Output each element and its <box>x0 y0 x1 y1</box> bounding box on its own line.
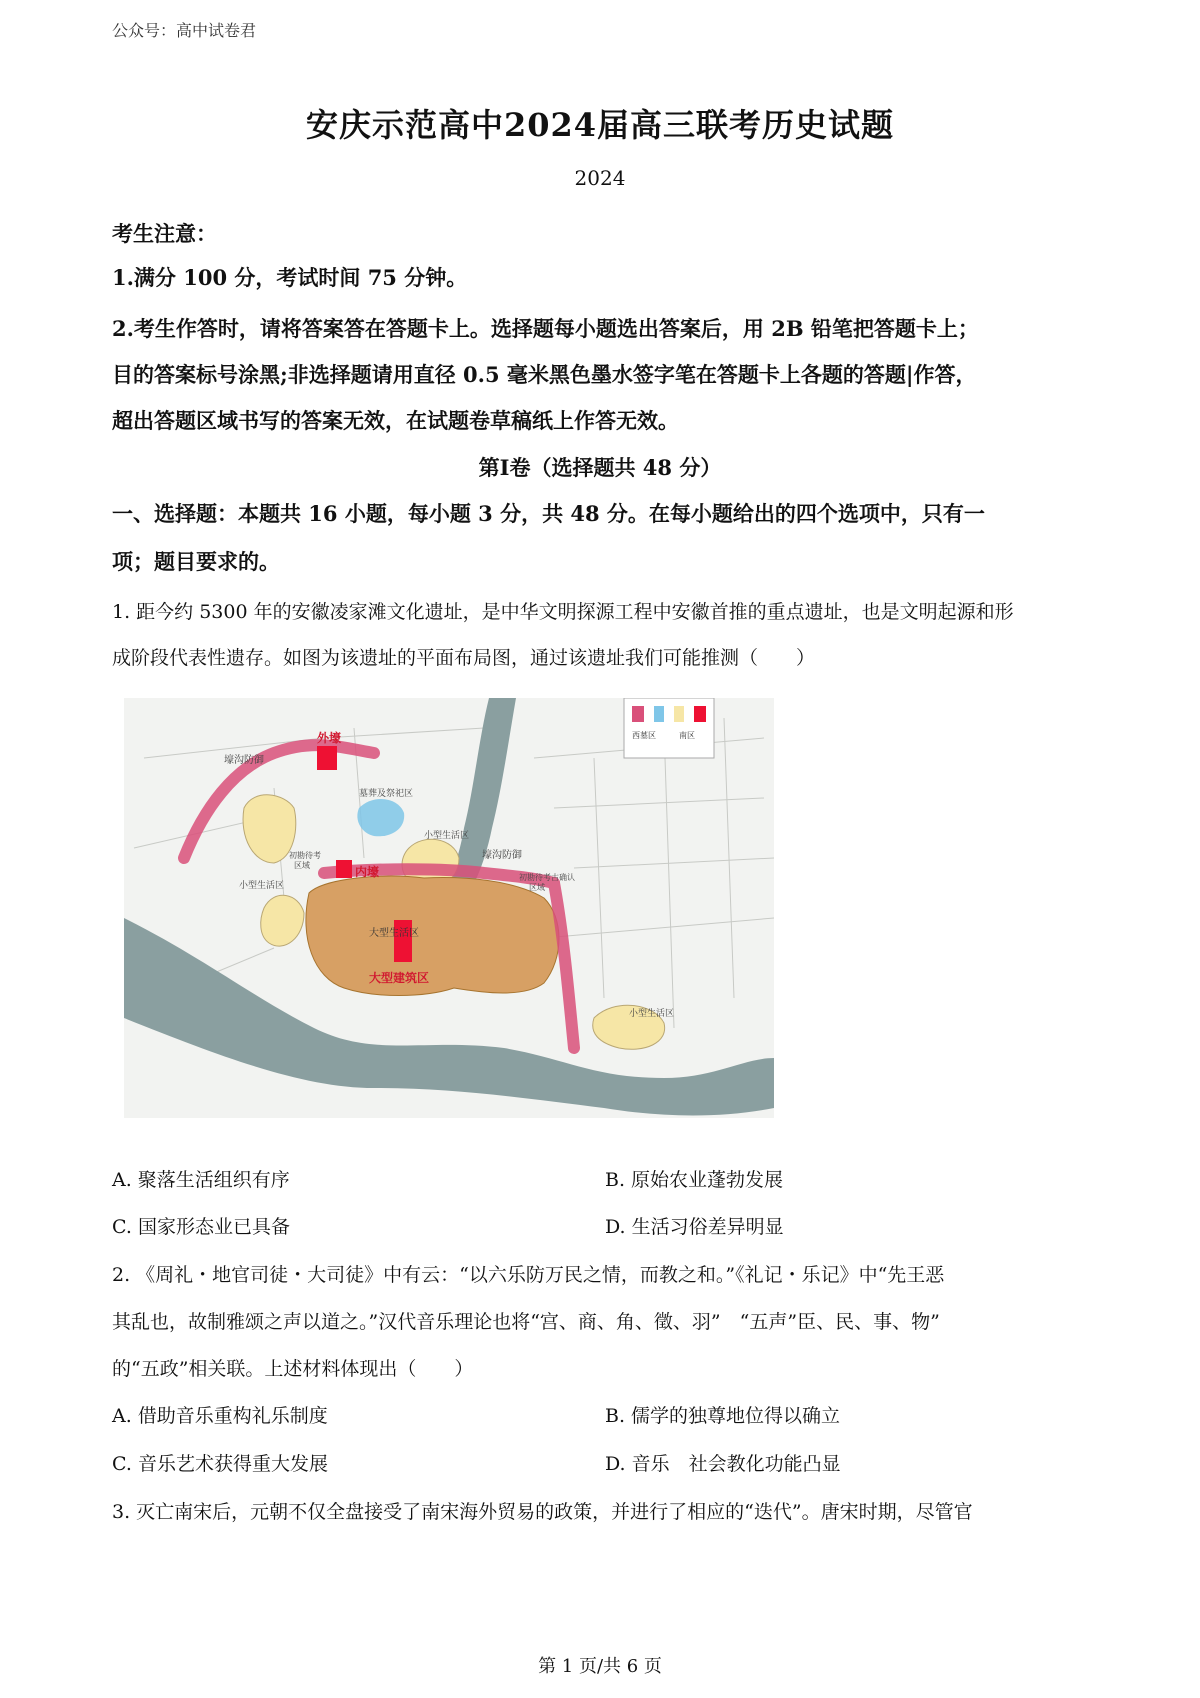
notice-line: 1.满分 100 分，考试时间 75 分钟。 <box>112 265 468 290</box>
question-1-option-a: A. 聚落生活组织有序 <box>112 1169 290 1191</box>
outer-wall-marker <box>317 746 337 770</box>
legend-swatch-1 <box>632 706 644 722</box>
notice-line: 2.考生作答时，请将答案答在答题卡上。选择题每小题选出答案后，用 2B 铅笔把答题卡上； <box>112 316 979 341</box>
page-subtitle: 2024 <box>574 166 626 190</box>
notice-heading: 考生注意： <box>112 221 217 246</box>
question-1-option-d: D. 生活习俗差异明显 <box>605 1216 784 1238</box>
page-title: 安庆示范高中2024届高三联考历史试题 <box>305 106 895 144</box>
watermark: 公众号：高中试卷君 <box>112 21 257 40</box>
question-2-line: 的“五政”相关联。上述材料体现出（ ） <box>112 1358 474 1380</box>
legend-swatch-4 <box>694 706 706 722</box>
inner-wall-marker <box>336 860 352 878</box>
legend-label-west-burial: 西墓区 <box>632 731 656 740</box>
label-small-living-2: 小型生活区 <box>239 881 285 891</box>
question-2-line: 2. 《周礼・地官司徒・大司徒》中有云：“以六乐防万民之情，而教之和。”《礼记・乐记》中“先王恶 <box>112 1264 945 1286</box>
label-large-living: 大型生活区 <box>369 928 419 939</box>
legend-swatch-3 <box>674 706 684 722</box>
large-building-marker <box>394 920 412 962</box>
section-title: 第Ⅰ卷（选择题共 48 分） <box>478 455 722 480</box>
large-living-area <box>306 876 559 995</box>
legend-label-south: 南区 <box>679 731 695 740</box>
question-2-option-b: B. 儒学的独尊地位得以确立 <box>605 1405 841 1427</box>
label-burial-area: 墓葬及祭祀区 <box>359 789 414 799</box>
label-survey-area-2: 初勘待考古确认 <box>519 873 575 882</box>
label-large-building: 大型建筑区 <box>369 971 430 985</box>
label-survey-area-1b: 区域 <box>294 861 310 870</box>
label-inner-wall: 内壕 <box>355 865 380 879</box>
label-small-living-3: 小型生活区 <box>629 1009 675 1019</box>
page-footer: 第 1 页/共 6 页 <box>538 1656 662 1677</box>
question-1-line: 成阶段代表性遗存。如图为该遗址的平面布局图，通过该遗址我们可能推测（ ） <box>112 647 816 669</box>
legend-swatch-2 <box>654 706 664 722</box>
question-1-option-c: C. 国家形态业已具备 <box>112 1216 290 1238</box>
question-1-line: 1. 距今约 5300 年的安徽凌家滩文化遗址，是中华文明探源工程中安徽首推的重点遗址，也是文明起源和形 <box>112 601 1014 623</box>
question-3-line: 3. 灭亡南宋后，元朝不仅全盘接受了南宋海外贸易的政策，并进行了相应的“迭代”。唐宋时期，尽管官 <box>112 1501 973 1523</box>
label-trench-defense-2: 壕沟防御 <box>482 850 522 861</box>
label-small-living-1: 小型生活区 <box>424 831 470 841</box>
label-survey-area-2b: 区域 <box>529 883 545 892</box>
site-layout-map <box>124 698 774 1118</box>
question-2-line: 其乱也，故制雅颂之声以道之。”汉代音乐理论也将“宫、商、角、徵、羽” “五声”臣、民、事、物” <box>112 1311 940 1333</box>
label-outer-wall: 外壕 <box>317 731 342 745</box>
label-trench-defense-1: 壕沟防御 <box>224 755 264 766</box>
notice-line: 超出答题区域书写的答案无效，在试题卷草稿纸上作答无效。 <box>112 408 679 433</box>
label-survey-area-1: 初勘待考 <box>289 851 321 860</box>
notice-line: 目的答案标号涂黑;非选择题请用直径 0.5 毫米黑色墨水签字笔在答题卡上各题的答题|作答， <box>112 362 977 387</box>
part-header-line: 项；题目要求的。 <box>112 549 280 574</box>
part-header-line: 一、选择题：本题共 16 小题，每小题 3 分，共 48 分。在每小题给出的四个选项中，只有一 <box>112 501 985 526</box>
question-1-option-b: B. 原始农业蓬勃发展 <box>605 1169 784 1191</box>
question-2-option-a: A. 借助音乐重构礼乐制度 <box>112 1405 328 1427</box>
question-2-option-d: D. 音乐 社会教化功能凸显 <box>605 1453 841 1475</box>
question-2-option-c: C. 音乐艺术获得重大发展 <box>112 1453 328 1475</box>
